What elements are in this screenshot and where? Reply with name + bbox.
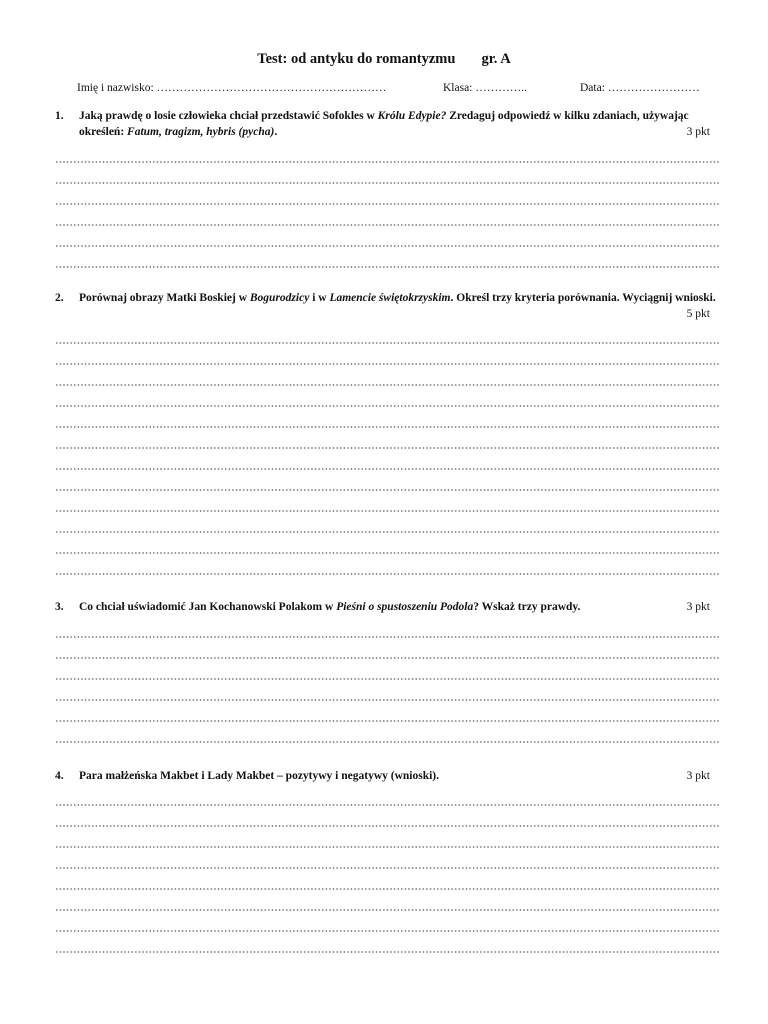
question-text-part: Jaką prawdę o losie człowieka chciał przedstawić Sofokles w: [79, 110, 378, 122]
answer-line: [55, 951, 720, 953]
points-label: 3 pkt: [686, 770, 710, 782]
answer-line: [55, 804, 720, 806]
class-label: Klasa:: [443, 82, 473, 94]
question-number: 4.: [55, 770, 64, 782]
question-text: [79, 108, 720, 140]
group-label: gr. A: [481, 51, 511, 67]
answer-line: [55, 636, 720, 638]
answer-line: [55, 245, 720, 247]
answer-line: [55, 447, 720, 449]
name-field[interactable]: [77, 82, 387, 94]
work-title: Lamencie świętokrzyskim: [329, 292, 451, 304]
work-title: Pieśni o spustoszeniu Podola: [336, 601, 474, 613]
answer-line: [55, 867, 720, 869]
work-title: Królu Edypie?: [377, 110, 447, 122]
question-text: Para małżeńska Makbet i Lady Makbet – pozytywy i negatywy (wnioski).: [79, 770, 440, 782]
answer-line: [55, 552, 720, 554]
terms: Fatum, tragizm, hybris (pycha): [127, 126, 275, 138]
question-text-part: Co chciał uświadomić Jan Kochanowski Polakom w: [79, 601, 337, 613]
question-4: [55, 768, 720, 784]
answer-line: [55, 426, 720, 428]
answer-line: [55, 182, 720, 184]
question-text: [79, 599, 720, 615]
page-title: [0, 51, 768, 68]
question-2: [55, 290, 720, 320]
class-field[interactable]: [443, 82, 527, 94]
answer-line: [55, 888, 720, 890]
points-label: 3 pkt: [686, 126, 710, 138]
question-3: [55, 599, 720, 615]
question-text-part: i w: [309, 292, 330, 304]
answer-line: [55, 342, 720, 344]
answer-line: [55, 489, 720, 491]
date-dots: ……………………: [607, 82, 700, 94]
points-label: 3 pkt: [686, 601, 710, 613]
date-field[interactable]: [580, 82, 700, 94]
answer-line: [55, 384, 720, 386]
name-label: Imię i nazwisko:: [77, 82, 154, 94]
answer-line: [55, 531, 720, 533]
question-number: 1.: [55, 110, 64, 122]
test-title: Test: od antyku do romantyzmu: [257, 51, 456, 67]
question-text-part: Zredaguj odpowiedź w kilku zdaniach, używając określeń:: [79, 110, 689, 138]
answer-line: [55, 846, 720, 848]
answer-line: [55, 573, 720, 575]
answer-line: [55, 468, 720, 470]
answer-line: [55, 825, 720, 827]
answer-line: [55, 720, 720, 722]
answer-line: [55, 266, 720, 268]
name-dots: ……………………………………………………: [156, 82, 387, 94]
points-label: 5 pkt: [686, 308, 710, 320]
question-text-part: ? Wskaż trzy prawdy.: [473, 601, 581, 613]
question-1: [55, 108, 720, 140]
answer-line: [55, 510, 720, 512]
answer-line: [55, 161, 720, 163]
answer-line: [55, 699, 720, 701]
question-number: 2.: [55, 292, 64, 304]
class-dots: …………..: [475, 82, 528, 94]
answer-line: [55, 909, 720, 911]
answer-line: [55, 741, 720, 743]
question-text-part: .: [274, 126, 278, 138]
date-label: Data:: [580, 82, 605, 94]
answer-line: [55, 657, 720, 659]
answer-line: [55, 203, 720, 205]
answer-line: [55, 930, 720, 932]
question-number: 3.: [55, 601, 64, 613]
answer-line: [55, 224, 720, 226]
answer-line: [55, 363, 720, 365]
question-text-part: Porównaj obrazy Matki Boskiej w: [79, 292, 250, 304]
answer-line: [55, 678, 720, 680]
answer-line: [55, 405, 720, 407]
work-title: Bogurodzicy: [249, 292, 310, 304]
question-text-part: . Określ trzy kryteria porównania. Wyciągnij wnioski.: [450, 292, 716, 304]
question-text: [79, 290, 720, 306]
